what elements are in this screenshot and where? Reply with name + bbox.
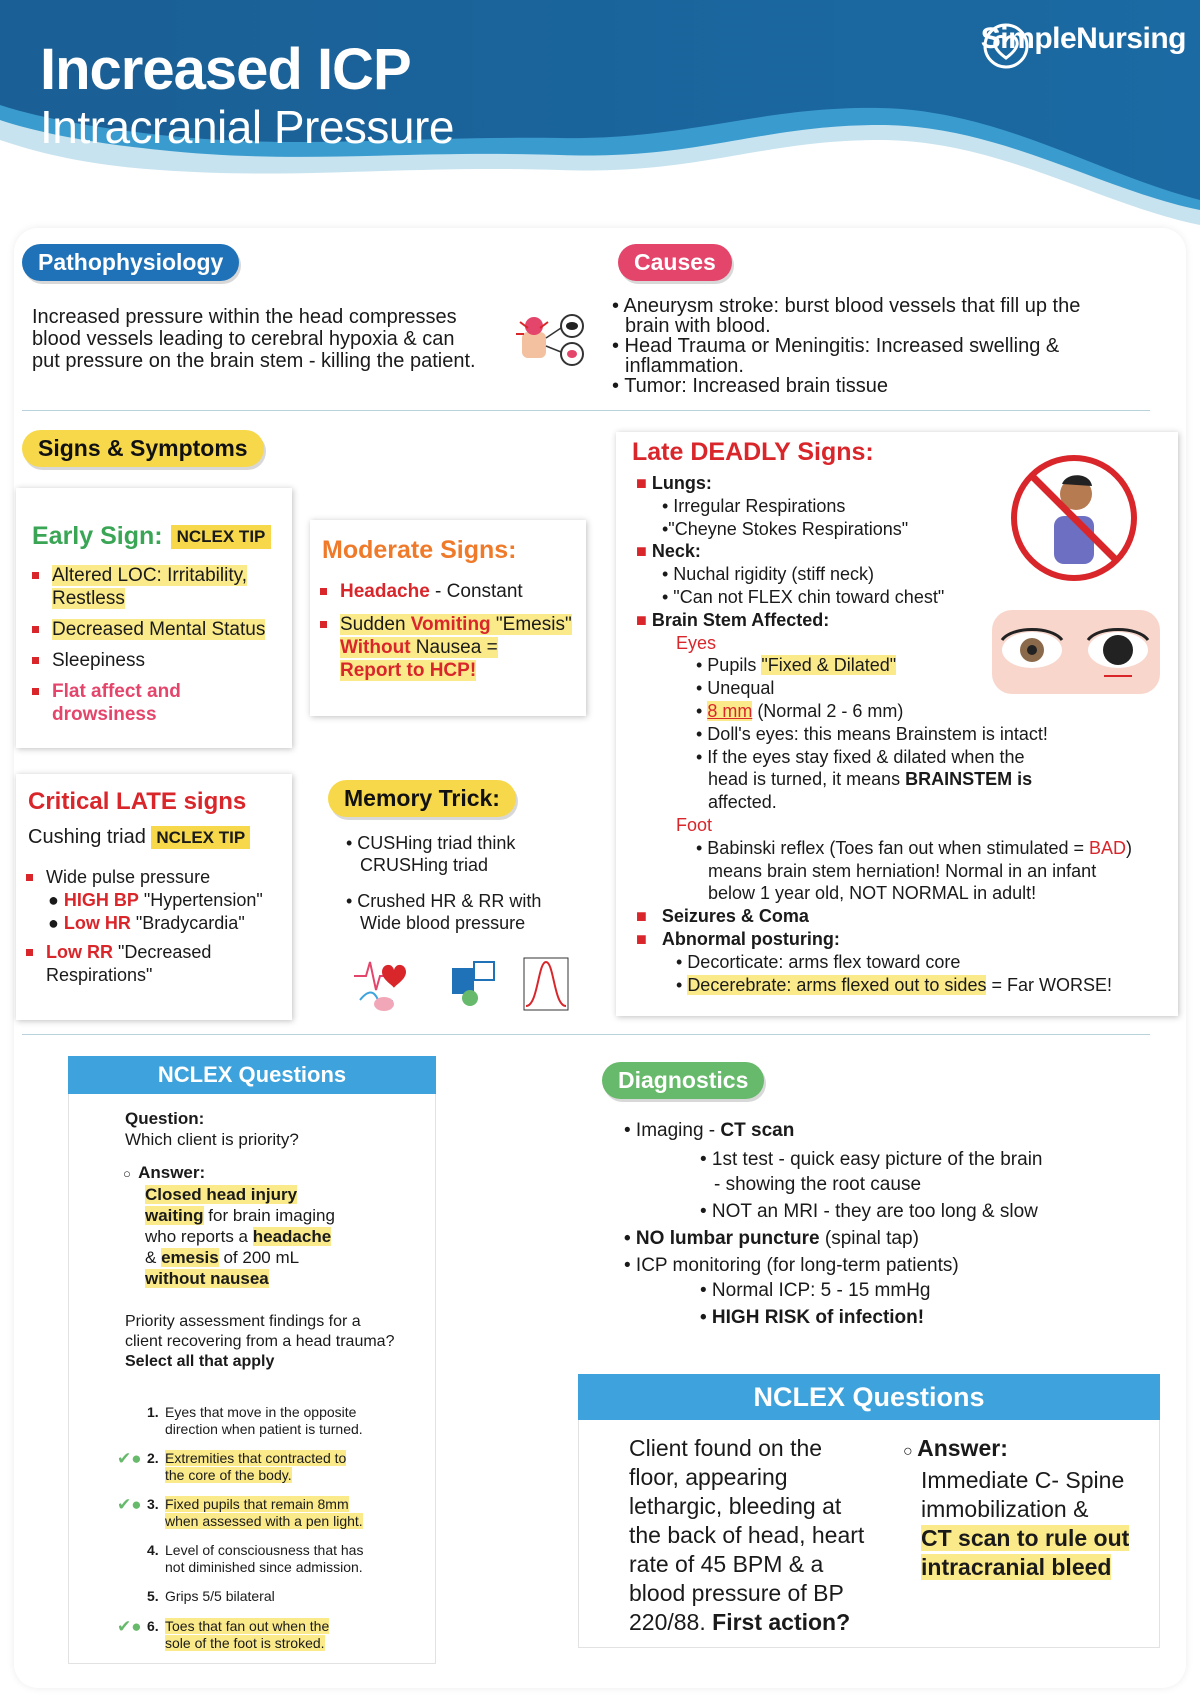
causes-list (612, 296, 1080, 396)
page-header (0, 0, 1200, 240)
pathophysiology-label: Pathophysiology (22, 244, 239, 281)
cause-item: • Head Trauma or Meningitis: Increased swelling & (612, 335, 1060, 357)
early-sign-title: Early Sign: (32, 522, 163, 550)
option-text: Toes that fan out when the sole of the foot is stroked. (165, 1618, 330, 1651)
option-text: Fixed pupils that remain 8mm when assessed with a pen light. (165, 1496, 363, 1529)
cause-item-cont: brain with blood. (625, 315, 771, 337)
early-sign-box (16, 488, 292, 748)
checkmark-icon: ✔● (117, 1617, 142, 1636)
list-item: Sleepiness (30, 649, 265, 672)
moderate-signs-box (310, 520, 586, 716)
question-3: Client found on the floor, appearing lethargic, bleeding at the back of head, heart rate of 45 BPM & a blood pressure of BP 220/88. First action? (629, 1435, 865, 1635)
cause-item: • Aneurysm stroke: burst blood vessels that fill up the (612, 295, 1081, 317)
option-number: 5. (147, 1588, 159, 1604)
option-number: 1. (147, 1404, 159, 1420)
early-sign-list (30, 564, 265, 732)
option-text: Grips 5/5 bilateral (165, 1588, 275, 1604)
pathophysiology-text (32, 306, 476, 372)
question-1: Question: Which client is priority? (125, 1109, 299, 1149)
divider (22, 410, 1150, 411)
late-deadly-signs-box (616, 432, 1178, 1016)
stethoscope-heart-icon (981, 22, 1031, 70)
causes-label: Causes (618, 244, 732, 281)
option-text: Extremities that contracted to the core of the body. (165, 1450, 347, 1483)
critical-late-list (24, 866, 263, 993)
option-number: 4. (147, 1542, 159, 1558)
brand-name: SimpleNursing (980, 22, 1186, 55)
page-title: Increased ICP (40, 37, 411, 102)
patho-line: put pressure on the brain stem - killing the patient. (32, 350, 476, 372)
nclex-tip-badge: NCLEX TIP (151, 826, 250, 849)
vital-signs-icons (352, 954, 572, 1014)
moderate-signs-list (318, 580, 572, 688)
cause-item-cont: inflammation. (625, 355, 744, 377)
answer-3: ○ Answer: Immediate C- Spine immobilization & CT scan to rule out intracranial bleed (903, 1435, 1130, 1580)
signs-symptoms-label: Signs & Symptoms (22, 430, 264, 467)
critical-late-signs-box (16, 774, 292, 1020)
nclex-questions-header-2: NCLEX Questions (578, 1374, 1160, 1420)
option-number: 2. (147, 1450, 159, 1466)
list-item: Low RR "Decreased Respirations" (24, 941, 263, 987)
patho-line: Increased pressure within the head compresses (32, 306, 457, 328)
late-deadly-content: ■ Lungs: • Irregular Respirations •"Cheyne Stokes Respirations" ■ Neck: • Nuchal rigidity (stiff neck) • "Can not FLEX chin toward chest" ■ Brain Stem Affected: Eyes • Pupils "Fixed & Dilated" • Unequal • 8 mm (Normal 2 - 6 mm) • Doll's eyes: this means Brainstem is intact! • If the eyes stay fixed & dilated when the head is turned, it means BRAINSTEM is affected. Foot • Babinski reflex (Toes fan out when stimulated = BAD) means brain stem herniation! Normal in an infant below 1 year old, NOT NORMAL in adult! ■ Seizures & Coma ■ Abnormal posturing: • Decorticate: arms flex toward core • Decerebrate: arms flexed out to sides = Far WORSE! (636, 473, 1133, 995)
nclex-tip-badge: NCLEX TIP (171, 525, 272, 549)
nclex-questions-header: NCLEX Questions (68, 1056, 436, 1094)
list-item: Decreased Mental Status (30, 618, 265, 641)
checkmark-icon: ✔● (117, 1449, 142, 1468)
nclex-questions-panel (68, 1094, 436, 1664)
diagnostics-list: • Imaging - CT scan • 1st test - quick easy picture of the brain - showing the root cause • NOT an MRI - they are too long & slow • NO lumbar puncture (spinal tap) • ICP monitoring (for long-term patients) • Normal ICP: 5 - 15 mmHg • HIGH RISK of infection! (624, 1120, 1043, 1328)
brain-pressure-icon (512, 312, 596, 372)
option-text: Eyes that move in the opposite direction when patient is turned. (165, 1404, 363, 1437)
moderate-signs-title: Moderate Signs: (322, 536, 517, 564)
list-item: Sudden Vomiting "Emesis" Without Nausea = Report to HCP! (318, 613, 572, 682)
nclex-questions-panel-2 (578, 1420, 1160, 1648)
option-text: Level of consciousness that has not diminished since admission. (165, 1542, 364, 1575)
cushing-triad-line: Cushing triad NCLEX TIP (28, 826, 250, 849)
critical-late-title: Critical LATE signs (28, 788, 247, 815)
divider (22, 1034, 1150, 1035)
list-item: Headache - Constant (318, 580, 572, 603)
list-item: Altered LOC: Irritability, Restless (30, 564, 265, 610)
list-item: Flat affect and drowsiness (30, 680, 265, 726)
brand-logo[interactable] (981, 22, 1186, 56)
early-sign-heading (32, 522, 271, 551)
list-item: Wide pulse pressure ● HIGH BP "Hypertension" ● Low HR "Bradycardia" (24, 866, 263, 935)
cause-item: • Tumor: Increased brain tissue (612, 375, 889, 397)
question-2: Priority assessment findings for a client recovering from a head trauma? Select all that apply (125, 1313, 395, 1370)
option-number: 3. (147, 1496, 159, 1512)
diagnostics-label: Diagnostics (602, 1062, 764, 1099)
patho-line: blood vessels leading to cerebral hypoxia & can (32, 328, 455, 350)
option-number: 6. (147, 1618, 159, 1634)
answer-1: ○ Answer: Closed head injury waiting for brain imaging who reports a headache & emesis of 200 mL without nausea (123, 1163, 335, 1288)
checkmark-icon: ✔● (117, 1495, 142, 1514)
page-subtitle: Intracranial Pressure (40, 101, 454, 153)
memory-trick-text: • CUSHing triad think CRUSHing triad • Crushed HR & RR with Wide blood pressure (346, 833, 542, 933)
late-deadly-title: Late DEADLY Signs: (632, 438, 874, 466)
memory-trick-label: Memory Trick: (328, 780, 516, 817)
